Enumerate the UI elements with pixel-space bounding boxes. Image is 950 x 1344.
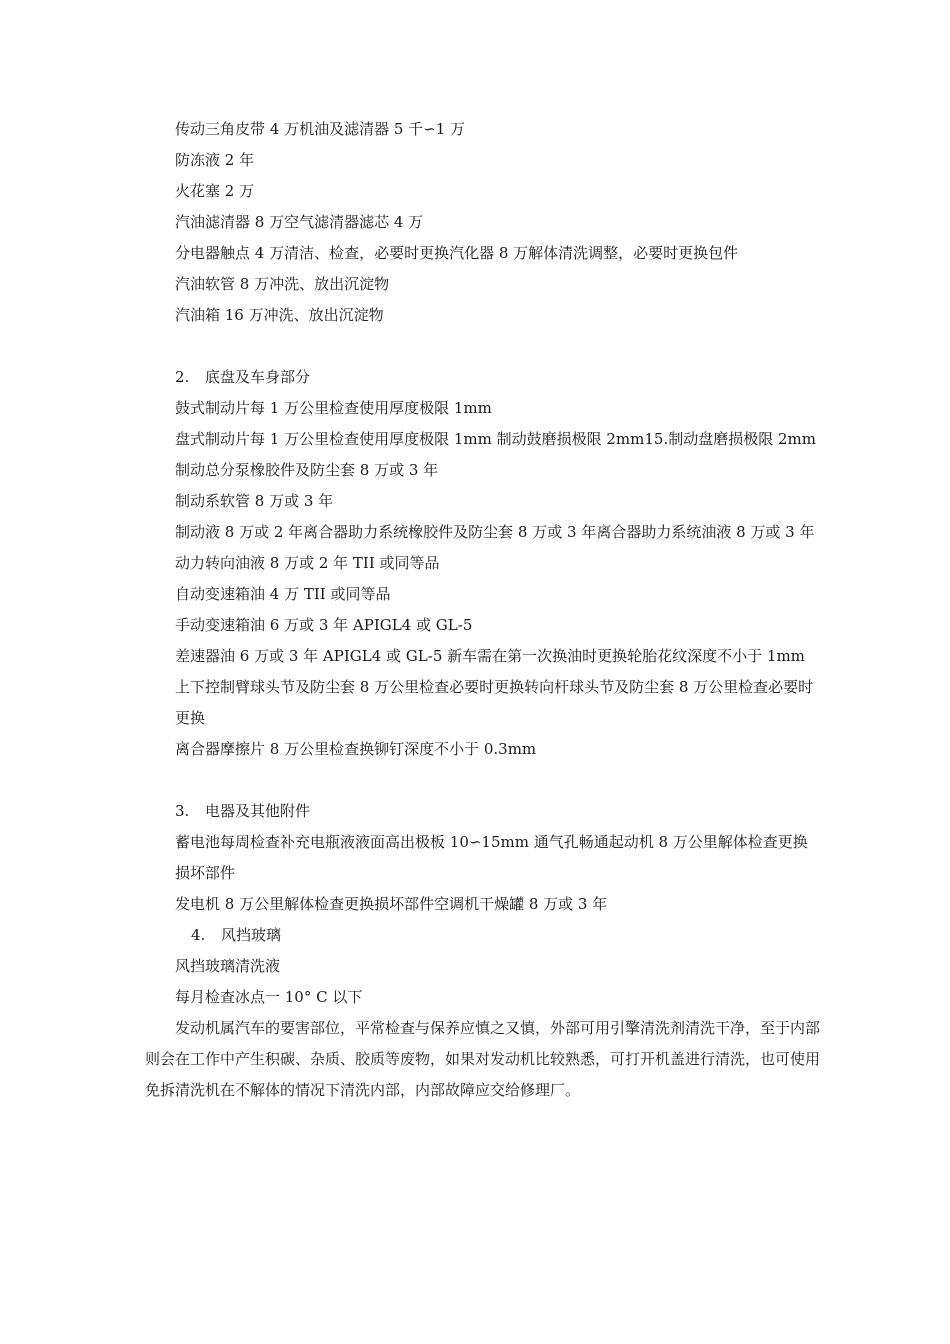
section-title: 风挡玻璃 (221, 926, 282, 944)
section-number: 4. (191, 926, 206, 944)
spacer (0, 765, 950, 796)
text-line: 传动三角皮带 4 万机油及滤清器 5 千∽1 万 (175, 120, 466, 138)
text-line: 汽油滤清器 8 万空气滤清器滤芯 4 万 (175, 213, 424, 231)
section-number: 2. (175, 368, 190, 386)
text-line: 风挡玻璃清洗液 (175, 957, 281, 975)
text-line: 防冻液 2 年 (175, 151, 255, 169)
text-line: 每月检查冰点一 10° C 以下 (175, 988, 363, 1006)
text-line: 制动系软管 8 万或 3 年 (175, 492, 334, 510)
text-line: 手动变速箱油 6 万或 3 年 APIGL4 或 GL-5 (175, 616, 473, 634)
section-heading (175, 362, 950, 393)
section-heading (191, 920, 950, 951)
text-line: 发电机 8 万公里解体检查更换损坏部件空调机干燥罐 8 万或 3 年 (175, 895, 608, 913)
text-line: 汽油软管 8 万冲洗、放出沉淀物 (175, 275, 390, 293)
text-line: 盘式制动片每 1 万公里检查使用厚度极限 1mm 制动鼓磨损极限 2mm15.制动盘磨损极限 2mm 制动总分泵橡胶件及防尘套 8 万或 3 年 (175, 430, 816, 479)
text-line: 差速器油 6 万或 3 年 APIGL4 或 GL-5 新车需在第一次换油时更换轮胎花纹深度不小于 1mm (175, 647, 805, 665)
section-title: 底盘及车身部分 (205, 368, 311, 386)
text-line: 火花塞 2 万 (175, 182, 255, 200)
text-line: 分电器触点 4 万清洁、检查，必要时更换汽化器 8 万解体清洗调整，必要时更换包件 (175, 244, 739, 262)
document-body (0, 114, 950, 1106)
section-number: 3. (175, 802, 190, 820)
body-paragraph: 发动机属汽车的要害部位，平常检查与保养应慎之又慎，外部可用引擎清洗剂清洗干净，至于内部则会在工作中产生积碳、杂质、胶质等废物，如果对发动机比较熟悉，可打开机盖进行清洗，也可使用免拆清洗机在不解体的情况下清洗内部，内部故障应交给修理厂。 (145, 1019, 821, 1099)
spacer (0, 331, 950, 362)
text-line: 制动液 8 万或 2 年离合器助力系统橡胶件及防尘套 8 万或 3 年离合器助力系统油液 8 万或 3 年 (175, 523, 815, 541)
text-line: 自动变速箱油 4 万 TII 或同等品 (175, 585, 391, 603)
text-line: 汽油箱 16 万冲洗、放出沉淀物 (175, 306, 384, 324)
text-line: 离合器摩擦片 8 万公里检查换铆钉深度不小于 0.3mm (175, 740, 537, 758)
text-line: 动力转向油液 8 万或 2 年 TII 或同等品 (175, 554, 440, 572)
section-heading (175, 796, 950, 827)
section-title: 电器及其他附件 (205, 802, 311, 820)
text-line: 蓄电池每周检查补充电瓶液液面高出极板 10∽15mm 通气孔畅通起动机 8 万公里解体检查更换损坏部件 (175, 833, 808, 882)
text-line: 鼓式制动片每 1 万公里检查使用厚度极限 1mm (175, 399, 492, 417)
text-line: 上下控制臂球头节及防尘套 8 万公里检查必要时更换转向杆球头节及防尘套 8 万公里检查必要时更换 (175, 678, 814, 727)
